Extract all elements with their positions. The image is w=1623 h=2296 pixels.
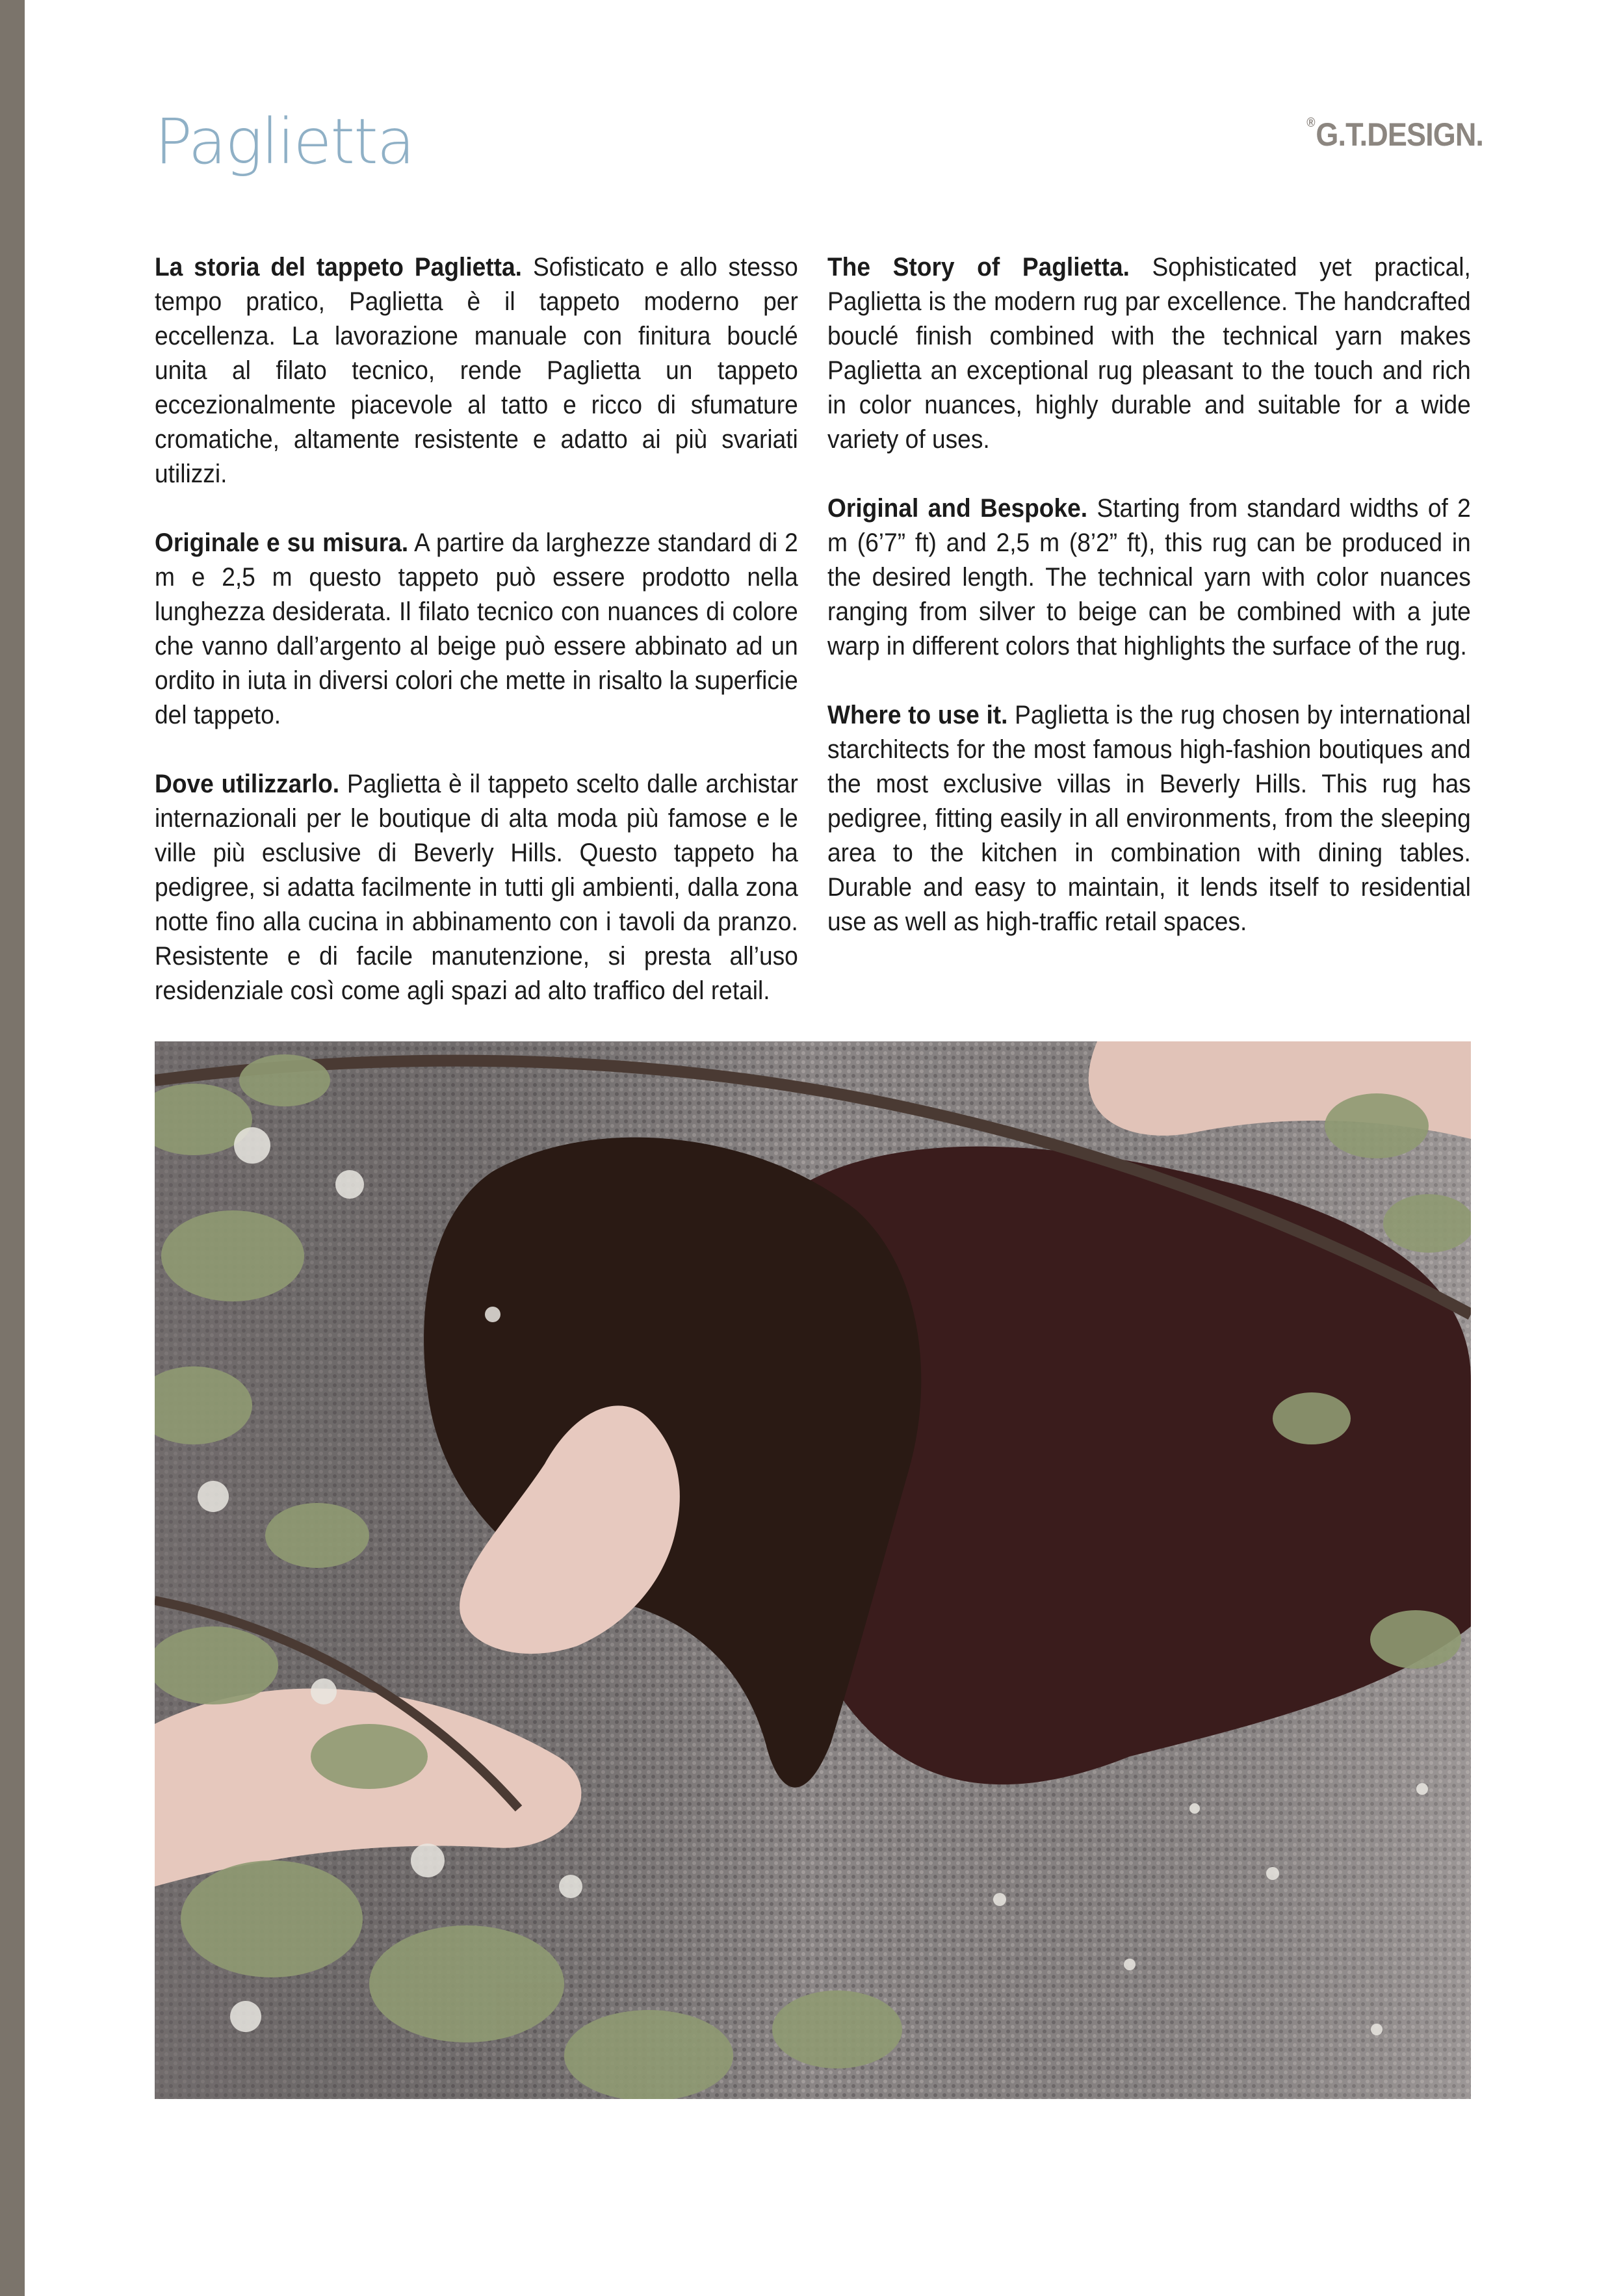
paragraph-text: Paglietta è il tappeto scelto dalle archistar internazionali per le boutique di alta moda più famose e le ville più esclusive di Beverly Hills. Questo tappeto ha pedigree, si adatta facilmente in tutti gli ambienti, dalla zona notte fino alla cucina in abbinamento con i tavoli da pranzo. Resistente e di facile manutenzione, si presta all’uso residenziale così come agli spazi ad alto traffico del retail. [155,770,798,1005]
paragraph-heading: La storia del tappeto Paglietta. [155,253,522,281]
italian-paragraph-story [155,250,798,491]
english-paragraph-bespoke [827,491,1471,664]
paragraph-heading: Dove utilizzarlo. [155,770,340,798]
registered-mark: ® [1306,116,1315,130]
paragraph-text: Sophisticated yet practical, Paglietta is the modern rug par excellence. The handcrafted bouclé finish combined with the technical yarn makes Paglietta an exceptional rug pleasant to the touch and rich in color nuances, highly durable and suitable for a wide variety of uses. [827,253,1471,454]
paragraph-heading: Original and Bespoke. [827,494,1088,523]
product-photo [155,1041,1471,2099]
text-columns [155,250,1471,1043]
english-paragraph-story [827,250,1471,457]
paragraph-text: Starting from standard widths of 2 m (6’7” ft) and 2,5 m (8’2” ft), this rug can be produced in the desired length. The technical yarn with color nuances ranging from silver to beige can be combined with a jute warp in different colors that highlights the surface of the rug. [827,494,1471,660]
italian-column [155,250,798,1043]
paragraph-text: Sofisticato e allo stesso tempo pratico, Paglietta è il tappeto moderno per eccellenza. La lavorazione manuale con finitura bouclé unita al filato tecnico, rende Paglietta un tappeto eccezionalmente piacevole al tatto e ricco di sfumature cromatiche, altamente resistente e adatto ai più svariati utilizzi. [155,253,798,488]
italian-paragraph-bespoke [155,526,798,733]
side-bar [0,0,25,2296]
page-title: Paglietta [155,105,414,178]
italian-paragraph-usage [155,767,798,1008]
brand-name: G.T.DESIGN. [1316,116,1483,153]
paragraph-heading: Originale e su misura. [155,528,409,557]
english-paragraph-usage [827,698,1471,939]
paragraph-text: Paglietta is the rug chosen by international starchitects for the most famous high-fashion boutiques and the most exclusive villas in Beverly Hills. This rug has pedigree, fitting easily in all environments, from the sleeping area to the kitchen in combination with dining tables. Durable and easy to maintain, it lends itself to residential use as well as high-traffic retail spaces. [827,701,1471,936]
paragraph-heading: The Story of Paglietta. [827,253,1130,281]
paragraph-text: A partire da larghezze standard di 2 m e 2,5 m questo tappeto può essere prodotto nella lunghezza desiderata. Il filato tecnico con nuances di colore che vanno dall’argento al beige può essere abbinato ad un ordito in iuta in diversi colori che mette in risalto la superficie del tappeto. [155,528,798,729]
brand-logo [1306,116,1483,153]
paragraph-heading: Where to use it. [827,701,1008,729]
english-column [827,250,1471,1043]
